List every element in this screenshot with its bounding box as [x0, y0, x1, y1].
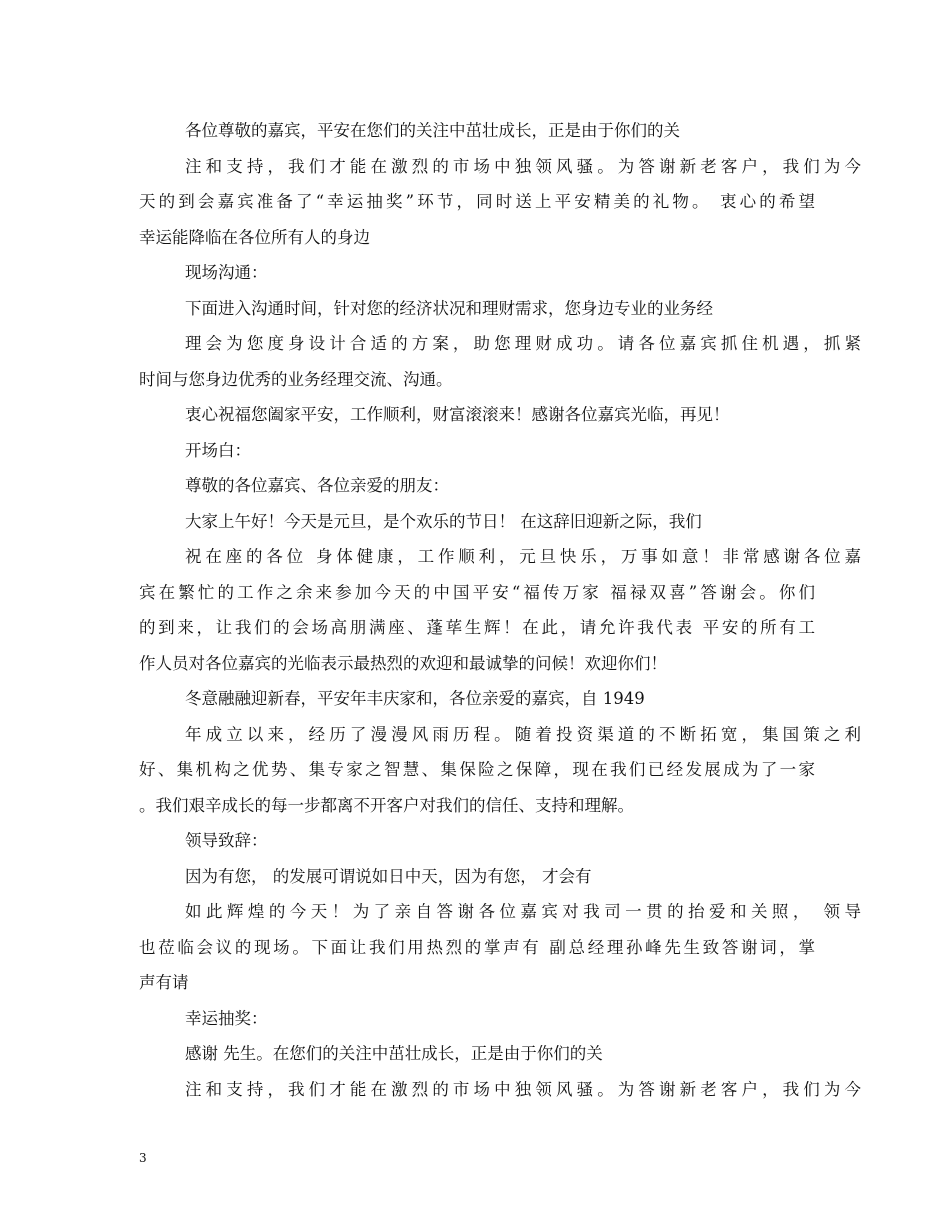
- page-number: 3: [139, 1151, 147, 1165]
- text-line: 幸运能降临在各位所有人的身边: [139, 228, 370, 247]
- text-line: 也莅临会议的现场。下面让我们用热烈的掌声有 副总经理孙峰先生致答谢词，掌: [139, 938, 815, 957]
- text-line: 因为有您， 的发展可谓说如日中天，因为有您， 才会有: [185, 867, 592, 886]
- text-line: 下面进入沟通时间，针对您的经济状况和理财需求，您身边专业的业务经: [185, 299, 713, 318]
- text-line: 宾在繁忙的工作之余来参加今天的中国平安“福传万家 福禄双喜”答谢会。你们: [139, 583, 815, 602]
- text-line: 各位尊敬的嘉宾，平安在您们的关注中茁壮成长，正是由于你们的关: [185, 121, 680, 140]
- text-line: 大家上午好！今天是元旦，是个欢乐的节日！ 在这辞旧迎新之际，我们: [185, 512, 702, 531]
- text-line: 声有请: [139, 973, 189, 992]
- text-line: 的到来，让我们的会场高朋满座、蓬荜生辉！在此，请允许我代表 平安的所有工: [139, 618, 815, 637]
- text-line: 注和支持，我们才能在激烈的市场中独领风骚。为答谢新老客户，我们为今: [185, 1080, 861, 1099]
- section-heading: 幸运抽奖：: [185, 1009, 268, 1028]
- text-line: 衷心祝福您阖家平安，工作顺利，财富滚滚来！感谢各位嘉宾光临，再见！: [185, 405, 730, 424]
- text-line: 时间与您身边优秀的业务经理交流、沟通。: [139, 370, 453, 389]
- text-line: 冬意融融迎新春，平安年丰庆家和，各位亲爱的嘉宾，自 1949: [185, 689, 645, 708]
- salutation-line: 尊敬的各位嘉宾、各位亲爱的朋友：: [185, 476, 449, 495]
- text-line: 年成立以来，经历了漫漫风雨历程。随着投资渠道的不断拓宽，集国策之利: [185, 725, 861, 744]
- text-line: 感谢 先生。在您们的关注中茁壮成长，正是由于你们的关: [185, 1044, 603, 1063]
- text-line: 理会为您度身设计合适的方案，助您理财成功。请各位嘉宾抓住机遇，抓紧: [185, 334, 861, 353]
- text-line: 好、集机构之优势、集专家之智慧、集保险之保障，现在我们已经发展成为了一家: [139, 760, 815, 779]
- text-line: 祝在座的各位 身体健康，工作顺利，元旦快乐，万事如意！非常感谢各位嘉: [185, 547, 861, 566]
- section-heading: 领导致辞：: [185, 831, 268, 850]
- text-line: 天的到会嘉宾准备了“幸运抽奖”环节，同时送上平安精美的礼物。 衷心的希望: [139, 192, 815, 211]
- text-line: 。我们艰辛成长的每一步都离不开客户对我们的信任、支持和理解。: [139, 796, 634, 815]
- section-heading: 现场沟通：: [185, 263, 268, 282]
- text-line: 作人员对各位嘉宾的光临表示最热烈的欢迎和最诚挚的问候！欢迎你们！: [139, 654, 667, 673]
- text-line: 如此辉煌的今天！为了亲自答谢各位嘉宾对我司一贯的抬爱和关照， 领导: [185, 902, 861, 921]
- section-heading: 开场白：: [185, 441, 251, 460]
- text-line: 注和支持，我们才能在激烈的市场中独领风骚。为答谢新老客户，我们为今: [185, 157, 861, 176]
